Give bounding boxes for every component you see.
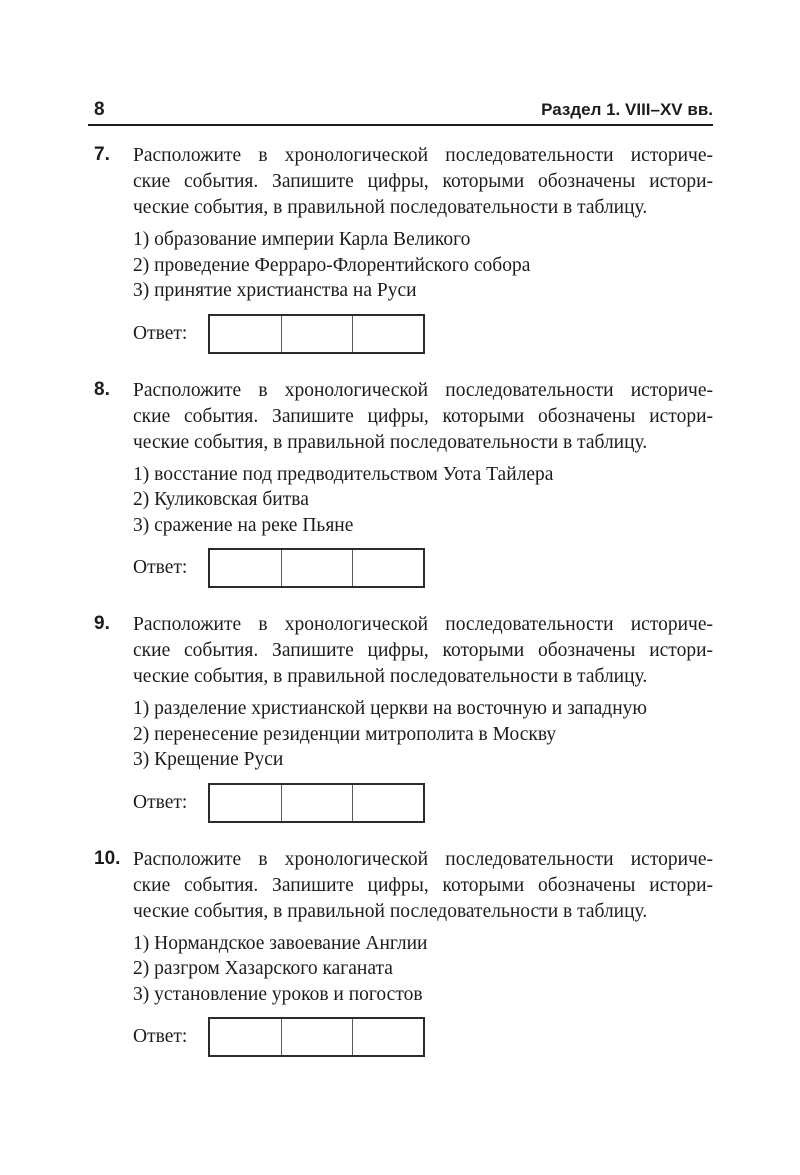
options-list (133, 462, 713, 539)
answer-table (208, 314, 425, 354)
question-10 (88, 847, 713, 1058)
page-header (88, 100, 713, 126)
options-list (133, 696, 713, 773)
prompt-line: Расположите в хронологической последовательности историче- (133, 379, 713, 401)
answer-row (133, 314, 713, 354)
answer-label: Ответ: (133, 322, 188, 344)
answer-cell-2[interactable] (281, 785, 352, 821)
option-2: 2) проведение Ферраро-Флорентийского собора (133, 254, 531, 276)
answer-row (133, 1017, 713, 1057)
question-prompt (133, 847, 713, 925)
prompt-line: Расположите в хронологической последовательности историче- (133, 614, 713, 635)
answer-cell-3[interactable] (352, 550, 423, 586)
option-3: 3) Крещение Руси (133, 749, 284, 770)
answer-cell-2[interactable] (281, 316, 352, 352)
prompt-line: ческие события, в правильной последовательности в таблицу. (133, 431, 648, 453)
answer-row (133, 783, 713, 823)
prompt-line: Расположите в хронологической последовательности историче- (133, 145, 713, 166)
question-number: 10. (94, 847, 121, 869)
answer-cell-2[interactable] (281, 1019, 352, 1055)
section-title: Раздел 1. VIII–XV вв. (541, 100, 713, 119)
answer-cell-3[interactable] (352, 785, 423, 821)
answer-cell-1[interactable] (210, 1019, 281, 1055)
question-number: 8. (94, 378, 110, 400)
option-3: 3) принятие христианства на Руси (133, 280, 417, 301)
option-2: 2) Куликовская битва (133, 489, 309, 510)
answer-cell-1[interactable] (210, 316, 281, 352)
question-number: 9. (94, 613, 110, 634)
answer-table (208, 783, 425, 823)
prompt-line: Расположите в хронологической последовательности историче- (133, 848, 713, 870)
page-number: 8 (94, 99, 105, 120)
answer-label: Ответ: (133, 791, 188, 813)
answer-label: Ответ: (133, 557, 188, 578)
option-1: 1) восстание под предводительством Уота Тайлера (133, 463, 554, 485)
question-prompt (133, 143, 713, 221)
answer-cell-3[interactable] (352, 1019, 423, 1055)
prompt-line: ческие события, в правильной последовательности в таблицу. (133, 900, 648, 922)
option-1: 1) образование империи Карла Великого (133, 229, 471, 250)
answer-cell-3[interactable] (352, 316, 423, 352)
question-9 (88, 612, 713, 823)
question-prompt (133, 612, 713, 690)
option-3: 3) установление уроков и погостов (133, 983, 423, 1005)
question-prompt (133, 378, 713, 456)
prompt-line: ские события. Запишите цифры, которыми обозначены истори- (133, 874, 713, 896)
prompt-line: ческие события, в правильной последовательности в таблицу. (133, 666, 648, 687)
question-number: 7. (94, 144, 110, 165)
option-1: 1) Нормандское завоевание Англии (133, 932, 428, 954)
prompt-line: ские события. Запишите цифры, которыми обозначены истори- (133, 640, 713, 661)
answer-cell-1[interactable] (210, 785, 281, 821)
prompt-line: ческие события, в правильной последовательности в таблицу. (133, 197, 648, 218)
option-3: 3) сражение на реке Пьяне (133, 514, 354, 536)
prompt-line: ские события. Запишите цифры, которыми обозначены истори- (133, 405, 713, 427)
option-1: 1) разделение христианской церкви на восточную и западную (133, 698, 647, 719)
question-8 (88, 378, 713, 589)
answer-table (208, 1017, 425, 1057)
answer-cell-1[interactable] (210, 550, 281, 586)
option-2: 2) перенесение резиденции митрополита в Москву (133, 723, 557, 745)
answer-label: Ответ: (133, 1026, 188, 1047)
options-list (133, 931, 713, 1008)
question-7 (88, 143, 713, 354)
prompt-line: ские события. Запишите цифры, которыми обозначены истори- (133, 171, 713, 192)
answer-cell-2[interactable] (281, 550, 352, 586)
options-list (133, 227, 713, 304)
answer-row (133, 548, 713, 588)
answer-table (208, 548, 425, 588)
option-2: 2) разгром Хазарского каганата (133, 958, 393, 979)
